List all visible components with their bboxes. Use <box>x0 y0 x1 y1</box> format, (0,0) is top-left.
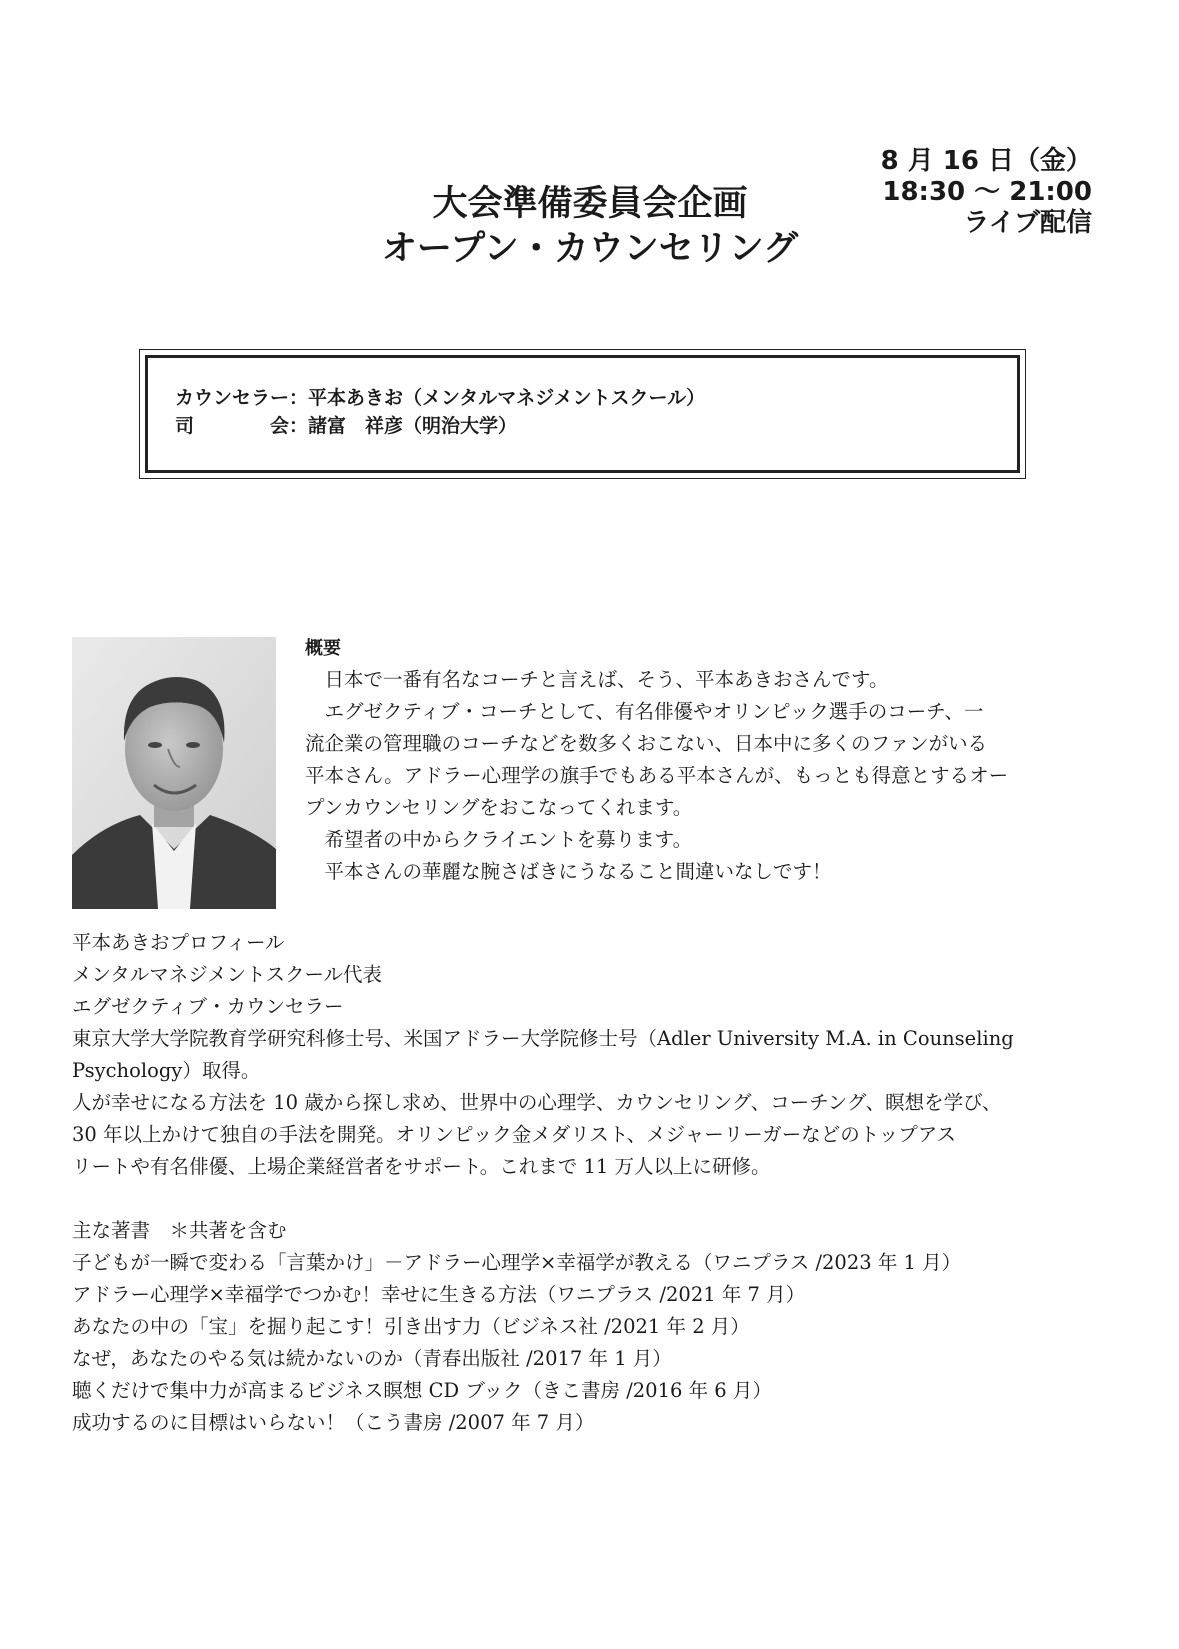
profile-line: Psychology）取得。 <box>72 1059 261 1082</box>
overview-line: 日本で一番有名なコーチと言えば、そう、平本あきおさんです。 <box>305 668 889 691</box>
overview-line: プンカウンセリングをおこなってくれます。 <box>305 796 693 819</box>
book-item: あなたの中の「宝」を掘り起こす！引き出す力（ビジネス社 /2021 年 2 月） <box>72 1315 750 1338</box>
profile-line: 東京大学大学院教育学研究科修士号、米国アドラー大学院修士号（Adler University M.A. in Counseling <box>72 1027 1014 1050</box>
moderator-line: 司 会：諸富 祥彦（明治大学） <box>175 415 518 437</box>
speaker-portrait-image <box>72 637 276 909</box>
book-item: 聴くだけで集中力が高まるビジネス瞑想 CD ブック（きこ書房 /2016 年 6 月） <box>72 1379 772 1402</box>
profile-line: 人が幸せになる方法を 10 歳から探し求め、世界中の心理学、カウンセリング、コーチング、瞑想を学び、 <box>72 1091 1002 1114</box>
event-title-line: オープン・カウンセリング <box>381 229 799 269</box>
section-spacer <box>72 1183 1112 1215</box>
event-time: 18:30 ～ 21:00 <box>882 177 1092 207</box>
profile-line: リートや有名俳優、上場企業経営者をサポート。これまで 11 万人以上に研修。 <box>72 1155 771 1178</box>
overview-line: エグゼクティブ・コーチとして、有名俳優やオリンピック選手のコーチ、一 <box>305 700 984 723</box>
book-item: なぜ，あなたのやる気は続かないのか（青春出版社 /2017 年 1 月） <box>72 1347 672 1370</box>
speaker-photo <box>72 637 276 909</box>
overview-line: 平本さんの華麗な腕さばきにうなること間違いなしです！ <box>305 860 832 883</box>
book-item: アドラー心理学×幸福学でつかむ！幸せに生きる方法（ワニプラス /2021 年 7 月） <box>72 1283 806 1306</box>
book-item: 成功するのに目標はいらない！（こう書房 /2007 年 7 月） <box>72 1411 595 1434</box>
overview-line: 流企業の管理職のコーチなどを数多くおこない、日本中に多くのファンがいる <box>305 732 988 755</box>
profile-heading: 平本あきおプロフィール <box>72 931 285 954</box>
overview-section <box>305 634 1105 888</box>
event-schedule <box>881 146 1092 239</box>
profile-line: エグゼクティブ・カウンセラー <box>72 995 344 1018</box>
counselor-line: カウンセラー：平本あきお（メンタルマネジメントスクール） <box>175 387 706 409</box>
event-title <box>300 182 880 272</box>
overview-line: 平本さん。アドラー心理学の旗手でもある平本さんが、もっとも得意とするオー <box>305 764 1009 787</box>
profile-line: 30 年以上かけて独自の手法を開発。オリンピック金メダリスト、メジャーリーガーなどのトップアス <box>72 1123 956 1146</box>
profile-line: メンタルマネジメントスクール代表 <box>72 963 383 986</box>
event-format: ライブ配信 <box>963 208 1092 238</box>
staff-box <box>175 384 705 440</box>
overview-heading: 概要 <box>305 638 341 659</box>
event-date: 8 月 16 日（金） <box>880 146 1092 176</box>
profile-section <box>72 927 1112 1439</box>
books-heading: 主な著書 ＊共著を含む <box>72 1219 287 1242</box>
event-title-line: 大会準備委員会企画 <box>432 184 748 224</box>
book-item: 子どもが一瞬で変わる「言葉かけ」－アドラー心理学×幸福学が教える（ワニプラス /2023 年 1 月） <box>72 1251 962 1274</box>
overview-line: 希望者の中からクライエントを募ります。 <box>305 828 693 851</box>
